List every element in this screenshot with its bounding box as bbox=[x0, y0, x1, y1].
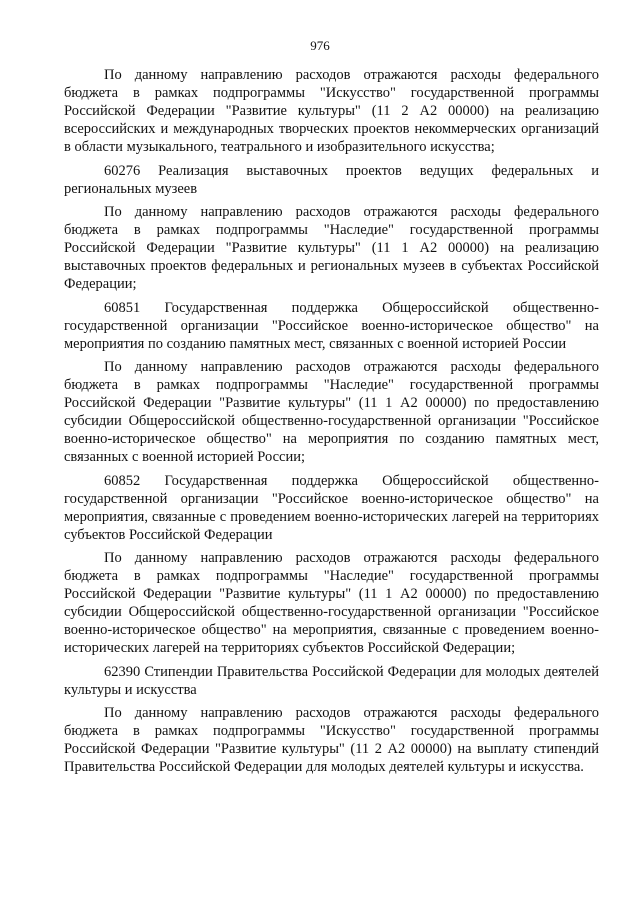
paragraph-code-heading: 62390 Стипендии Правительства Российской Федерации для молодых деятелей культуры и искусства bbox=[64, 664, 599, 698]
document-body bbox=[64, 66, 599, 782]
paragraph-code-heading: 60852 Государственная поддержка Общероссийской общественно-государственной организации "Российское военно-историческое общество" на мероприятия, связанные с проведением военно-исторических лагерей на территориях субъектов Российской Федерации bbox=[64, 473, 599, 543]
paragraph-code-heading: 60276 Реализация выставочных проектов ведущих федеральных и региональных музеев bbox=[64, 163, 599, 197]
paragraph-description: По данному направлению расходов отражаются расходы федерального бюджета в рамках подпрограммы "Искусство" государственной программы Российской Федерации "Развитие культуры" (11 2 А2 00000) на выплату стипендий Правительства Российской Федерации для молодых деятелей культуры и искусства. bbox=[64, 705, 599, 775]
paragraph-code-heading: 60851 Государственная поддержка Общероссийской общественно-государственной организации "Российское военно-историческое общество" на мероприятия по созданию памятных мест, связанных с военной историей России bbox=[64, 300, 599, 352]
paragraph-description: По данному направлению расходов отражаются расходы федерального бюджета в рамках подпрограммы "Искусство" государственной программы Российской Федерации "Развитие культуры" (11 2 А2 00000) на реализацию всероссийских и международных творческих проектов некоммерческих организаций в области музыкального, театрального и изобразительного искусства; bbox=[64, 67, 599, 155]
paragraph-description: По данному направлению расходов отражаются расходы федерального бюджета в рамках подпрограммы "Наследие" государственной программы Российской Федерации "Развитие культуры" (11 1 А2 00000) по предоставлению субсидии Общероссийской общественно-государственной организации "Российское военно-историческое общество" на мероприятия по созданию памятных мест, связанных с военной историей России; bbox=[64, 359, 599, 465]
paragraph-description: По данному направлению расходов отражаются расходы федерального бюджета в рамках подпрограммы "Наследие" государственной программы Российской Федерации "Развитие культуры" (11 1 А2 00000) на реализацию выставочных проектов федеральных и региональных музеев в субъектах Российской Федерации; bbox=[64, 204, 599, 292]
page-number: 976 bbox=[310, 38, 330, 53]
paragraph-description: По данному направлению расходов отражаются расходы федерального бюджета в рамках подпрограммы "Наследие" государственной программы Российской Федерации "Развитие культуры" (11 1 А2 00000) по предоставлению субсидии Общероссийской общественно-государственной организации "Российское военно-историческое общество" на мероприятия, связанные с проведением военно-исторических лагерей на территориях субъектов Российской Федерации; bbox=[64, 550, 599, 656]
